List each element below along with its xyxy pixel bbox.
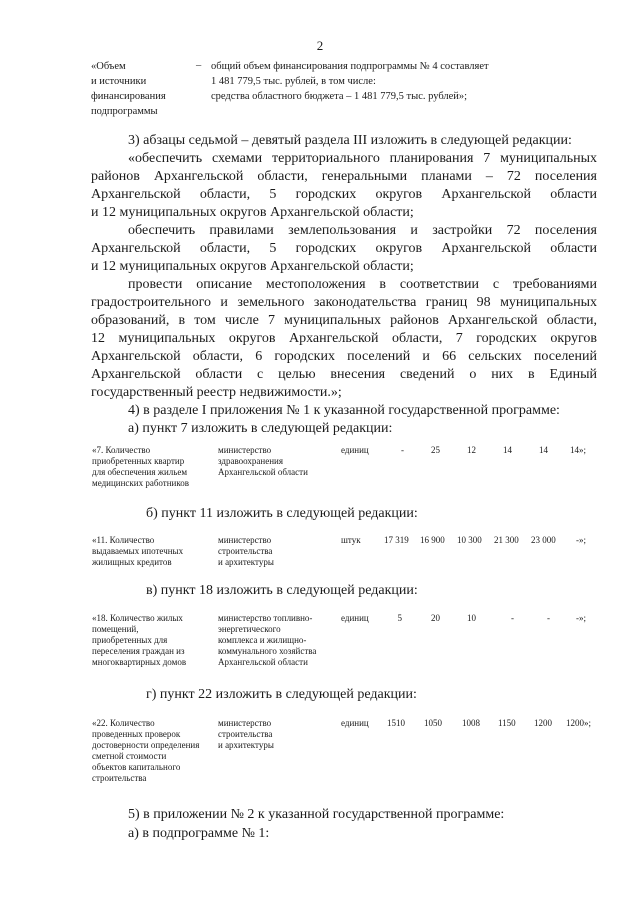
- value-cell: 16 900: [420, 535, 445, 545]
- value-cell: 5: [397, 613, 402, 623]
- passport-value-line: общий объем финансирования подпрограммы № 4 составляет: [211, 61, 489, 72]
- ministry-line: комплекса и жилищно-: [218, 635, 307, 645]
- value-cell: 21 300: [494, 535, 519, 545]
- value-cell: -: [401, 445, 404, 455]
- ministry-line: здравоохранения: [218, 456, 284, 466]
- value-cell: 1008: [462, 718, 480, 728]
- indicator-name-line: достоверности определения: [92, 740, 200, 750]
- paragraph-line: 12 муниципальных округов Архангельской области, 7 городских округов: [91, 331, 597, 346]
- indicator-name-line: «11. Количество: [92, 535, 155, 545]
- indicator-name-line: «22. Количество: [92, 718, 155, 728]
- value-cell: 1510: [387, 718, 405, 728]
- ministry-line: министерство: [218, 445, 272, 455]
- subsection-label: а) пункт 7 изложить в следующей редакции:: [128, 421, 393, 436]
- paragraph-line: Архангельской области, 6 городских поселений и 66 сельских поселений: [91, 349, 597, 364]
- value-cell: 14»;: [570, 445, 587, 455]
- value-cell: -: [511, 613, 514, 623]
- value-cell: 1150: [498, 718, 516, 728]
- ministry-line: Архангельской области: [218, 467, 308, 477]
- passport-value-line: 1 481 779,5 тыс. рублей, в том числе:: [211, 76, 376, 87]
- unit-cell: единиц: [341, 445, 369, 455]
- indicator-name-line: для обеспечения жильем: [92, 467, 188, 477]
- ministry-line: строительства: [218, 729, 273, 739]
- ministry-line: Архангельской области: [218, 657, 308, 667]
- value-cell: 14: [503, 445, 512, 455]
- passport-value-line: средства областного бюджета – 1 481 779,5 тыс. рублей»;: [211, 91, 468, 102]
- paragraph-line: градостроительного и земельного законодательства границ 98 муниципальных: [91, 295, 597, 310]
- indicator-name-line: приобретенных для: [92, 635, 168, 645]
- indicator-name-line: жилищных кредитов: [92, 557, 172, 567]
- indicator-name-line: проведенных проверок: [92, 729, 181, 739]
- value-cell: 14: [539, 445, 548, 455]
- unit-cell: штук: [341, 535, 361, 545]
- section4-heading: 4) в разделе I приложения № 1 к указанной государственной программе:: [128, 403, 560, 418]
- paragraph-line: районов Архангельской области, генеральными планами – 72 поселения: [91, 169, 597, 184]
- passport-key-line: подпрограммы: [91, 106, 158, 117]
- subsection-label: а) в подпрограмме № 1:: [128, 826, 270, 841]
- indicator-name-line: переселения граждан из: [92, 646, 185, 656]
- paragraph-line: Архангельской области с целью внесения сведений о них в Единый: [91, 367, 597, 382]
- ministry-line: и архитектуры: [218, 557, 274, 567]
- indicator-name-line: выдаваемых ипотечных: [92, 546, 184, 556]
- paragraph-line: обеспечить правилами землепользования и застройки 72 поселения: [128, 223, 597, 238]
- value-cell: -»;: [576, 613, 586, 623]
- paragraph-line: Архангельской области, 5 городских округов Архангельской области: [91, 187, 597, 202]
- paragraph-line: Архангельской области, 5 городских округов Архангельской области: [91, 241, 597, 256]
- paragraph-line: и 12 муниципальных округов Архангельской области;: [91, 205, 414, 220]
- passport-dash: –: [196, 60, 202, 71]
- section5-heading: 5) в приложении № 2 к указанной государственной программе:: [128, 807, 505, 822]
- subsection-label: г) пункт 22 изложить в следующей редакции:: [146, 687, 417, 702]
- paragraph-line: провести описание местоположения в соответствии с требованиями: [128, 277, 597, 292]
- ministry-line: министерство топливно-: [218, 613, 313, 623]
- indicator-name-line: медицинских работников: [92, 478, 190, 488]
- passport-key-line: финансирования: [91, 91, 166, 102]
- indicator-name-line: помещений,: [92, 624, 139, 634]
- value-cell: 1200»;: [566, 718, 592, 728]
- paragraph-line: образований, в том числе 7 муниципальных районов Архангельской области,: [91, 313, 597, 328]
- ministry-line: министерство: [218, 535, 272, 545]
- passport-key-line: и источники: [91, 76, 147, 87]
- indicator-name-line: многоквартирных домов: [92, 657, 187, 667]
- value-cell: 1200: [534, 718, 552, 728]
- ministry-line: коммунального хозяйства: [218, 646, 317, 656]
- ministry-line: строительства: [218, 546, 273, 556]
- value-cell: 23 000: [531, 535, 556, 545]
- indicator-name-line: объектов капитального: [92, 762, 181, 772]
- indicator-name-line: «7. Количество: [92, 445, 151, 455]
- page-number: 2: [316, 38, 324, 53]
- value-cell: 17 319: [384, 535, 409, 545]
- ministry-line: энергетического: [218, 624, 281, 634]
- passport-key-line: «Объем: [91, 61, 126, 72]
- indicator-name-line: строительства: [92, 773, 147, 783]
- value-cell: 10 300: [457, 535, 482, 545]
- value-cell: 1050: [424, 718, 442, 728]
- paragraph-line: и 12 муниципальных округов Архангельской области;: [91, 259, 414, 274]
- section3-heading: 3) абзацы седьмой – девятый раздела III изложить в следующей редакции:: [128, 133, 572, 148]
- value-cell: -: [547, 613, 550, 623]
- paragraph-line: государственный реестр недвижимости.»;: [91, 385, 342, 400]
- indicator-name-line: приобретенных квартир: [92, 456, 185, 466]
- value-cell: 20: [431, 613, 440, 623]
- ministry-line: и архитектуры: [218, 740, 274, 750]
- indicator-name-line: сметной стоимости: [92, 751, 167, 761]
- subsection-label: б) пункт 11 изложить в следующей редакции:: [146, 506, 418, 521]
- indicator-name-line: «18. Количество жилых: [92, 613, 183, 623]
- value-cell: -»;: [576, 535, 586, 545]
- value-cell: 25: [431, 445, 440, 455]
- value-cell: 12: [467, 445, 476, 455]
- unit-cell: единиц: [341, 718, 369, 728]
- unit-cell: единиц: [341, 613, 369, 623]
- subsection-label: в) пункт 18 изложить в следующей редакции:: [146, 583, 418, 598]
- ministry-line: министерство: [218, 718, 272, 728]
- value-cell: 10: [467, 613, 476, 623]
- paragraph-line: «обеспечить схемами территориального планирования 7 муниципальных: [128, 151, 597, 166]
